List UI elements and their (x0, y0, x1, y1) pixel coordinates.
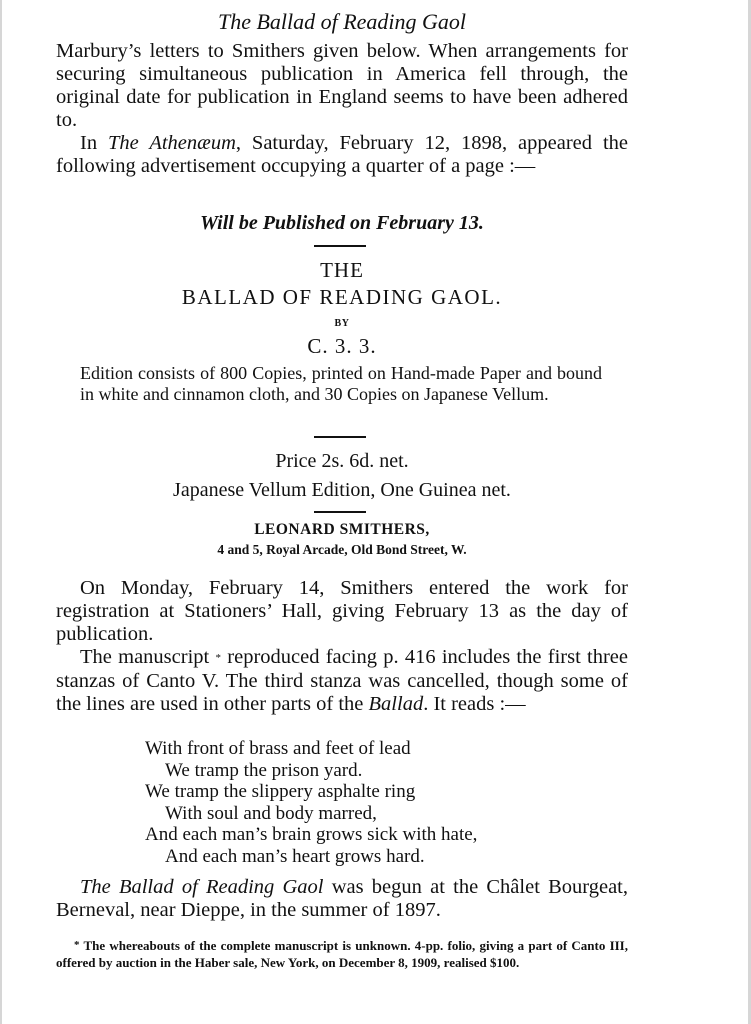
ad-publisher: LEONARD SMITHERS, (254, 521, 430, 538)
ad-title-line2: BALLAD OF READING GAOL. (181, 285, 503, 309)
ad-vellum-price: Japanese Vellum Edition, One Guinea net. (173, 479, 511, 501)
closing-title: The Ballad of Reading Gaol (80, 876, 324, 898)
verse-line: With front of brass and feet of lead (145, 738, 411, 759)
ad-notice: Will be Published on February 13. (200, 212, 484, 234)
ad-address: 4 and 5, Royal Arcade, Old Bond Street, W. (217, 542, 467, 557)
page-left-edge (0, 0, 2, 1024)
footnote (56, 937, 628, 971)
footnote-marker: * (74, 939, 80, 951)
ad-title-line1: THE (320, 258, 364, 282)
ad-price: Price 2s. 6d. net. (275, 450, 409, 472)
verse-line: We tramp the slippery asphalte ring (145, 781, 416, 802)
verse-line: And each man’s brain grows sick with hate, (145, 824, 478, 845)
verse-line: With soul and body marred, (165, 802, 377, 824)
manuscript-paragraph (56, 646, 628, 716)
verse-line: And each man’s heart grows hard. (165, 845, 425, 867)
athenaeum-prefix: In (80, 132, 109, 154)
manuscript-ballad: Ballad (368, 693, 424, 715)
verse-line: We tramp the prison yard. (165, 759, 363, 781)
ad-by: BY (334, 318, 350, 329)
closing-rest: was begun at the Châlet Bourgeat, Berneval, near Dieppe, in the summer of 1897. (56, 876, 628, 921)
intro-block (56, 40, 628, 178)
ad-rule-2 (314, 436, 366, 438)
closing-paragraph (56, 876, 628, 922)
athenaeum-journal: The Athenæum (108, 132, 236, 154)
running-head: The Ballad of Reading Gaol (217, 9, 467, 34)
footnote-text: The whereabouts of the complete manuscript is unknown. 4-pp. folio, giving a part of Canto III, offered by auction in the Haber sale, New York, on December 8, 1909, realised $100. (56, 938, 628, 970)
athenaeum-paragraph (56, 132, 628, 178)
registration-block (56, 577, 628, 716)
manuscript-part1: The manuscript (80, 646, 210, 668)
registration-paragraph: On Monday, February 14, Smithers entered the work for registration at Stationers’ Hall, giving February 13 as the day of publication. (56, 577, 628, 645)
ad-edition: Edition consists of 800 Copies, printed on Hand-made Paper and bound in white and cinnamon cloth, and 30 Copies on Japanese Vellum. (80, 363, 602, 404)
ad-rule-3 (314, 511, 366, 513)
athenaeum-rest: , Saturday, February 12, 1898, appeared the following advertisement occupying a quarter of a page :— (56, 132, 628, 177)
ad-rule-1 (314, 245, 366, 247)
manuscript-footnote-marker: * (215, 652, 221, 664)
closing-block (56, 876, 628, 922)
verse-stanza (145, 738, 477, 867)
manuscript-part3: . It reads :— (423, 693, 526, 715)
manuscript-part2: reproduced facing p. 416 includes the first three stanzas of Canto V. The third stanza was cancelled, though some of the lines are used in other parts of the (56, 646, 628, 715)
intro-paragraph: Marbury’s letters to Smithers given below. When arrangements for securing simultaneous publication in America fell through, the original date for publication in England seems to have been adhered to. (56, 40, 628, 131)
footnote-paragraph (56, 937, 628, 971)
ad-author: C. 3. 3. (307, 334, 377, 358)
